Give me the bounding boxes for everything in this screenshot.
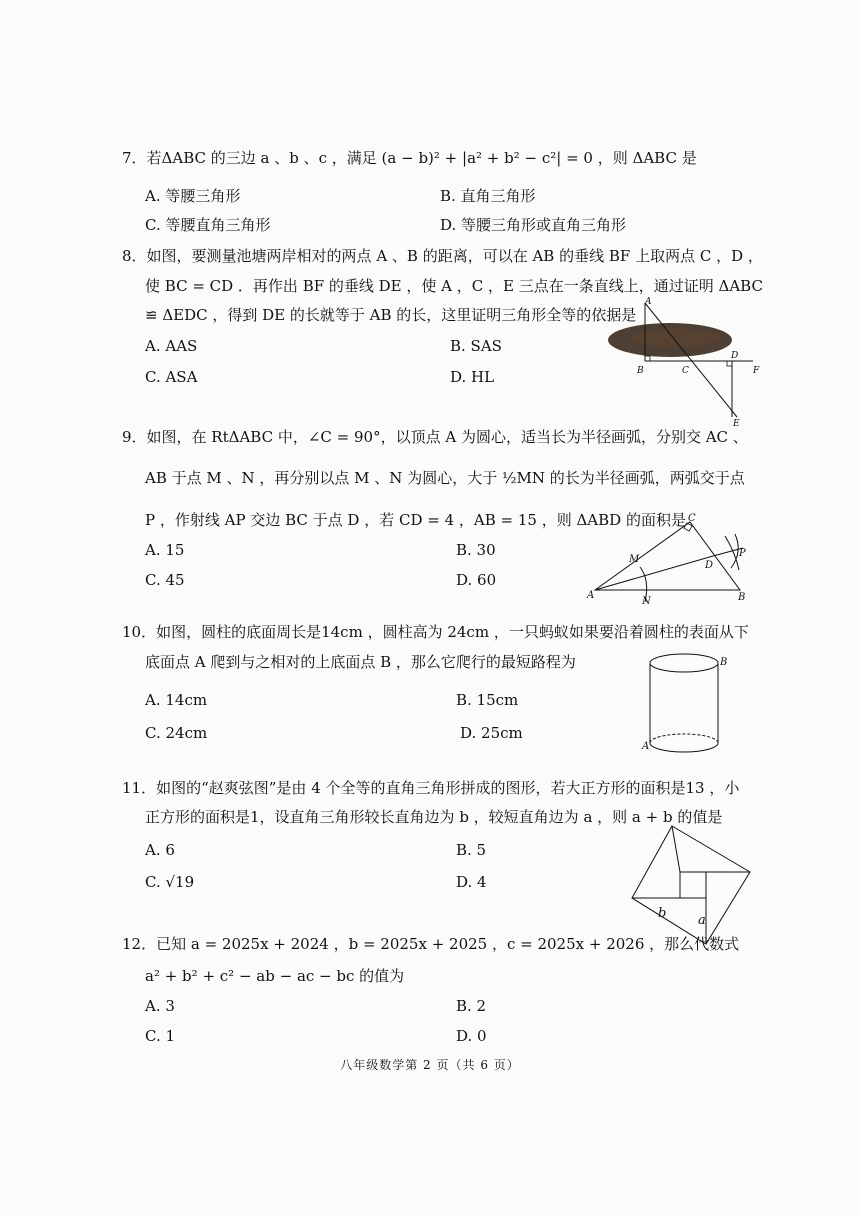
q8-line-3: ≌ ΔEDC ，得到 DE 的长就等于 AB 的长，这里证明三角形全等的依据是 bbox=[145, 306, 637, 324]
label-a: A bbox=[642, 741, 650, 752]
q10-option-a: A. 14cm bbox=[145, 691, 208, 709]
q10-line-1: 10．如图，圆柱的底面周长是14cm ，圆柱高为 24cm ，一只蚂蚁如果要沿着圆柱的表面从下 bbox=[122, 623, 749, 641]
q9-line-2: AB 于点 M 、N ，再分别以点 M 、N 为圆心，大于 ½MN 的长为半径画弧，两弧交于点 bbox=[145, 469, 745, 487]
ray-ap bbox=[595, 556, 713, 590]
q8-option-c: C. ASA bbox=[145, 368, 198, 386]
triangle-abc bbox=[595, 522, 740, 590]
label-a: A bbox=[645, 297, 652, 307]
label-b: B bbox=[720, 657, 728, 668]
label-b: B bbox=[738, 592, 746, 603]
q9-line-1: 9．如图，在 RtΔABC 中，∠C = 90°，以顶点 A 为圆心，适当长为半径画弧，分别交 AC 、 bbox=[122, 428, 748, 446]
q9-triangle-figure bbox=[585, 512, 760, 607]
q9-option-b: B. 30 bbox=[456, 541, 496, 559]
q9-option-a: A. 15 bbox=[145, 541, 185, 559]
label-f: F bbox=[753, 366, 760, 376]
q10-option-c: C. 24cm bbox=[145, 724, 208, 742]
label-e: E bbox=[733, 419, 740, 429]
q12-line-1: 12．已知 a = 2025x + 2024 ，b = 2025x + 2025 ，c = 2025x + 2026 ，那么代数式 bbox=[122, 935, 740, 953]
label-a: A bbox=[587, 590, 595, 601]
q12-option-d: D. 0 bbox=[456, 1027, 487, 1045]
q8-pond-figure bbox=[605, 295, 775, 430]
label-b: b bbox=[658, 906, 667, 921]
q7-stem: 7．若ΔABC 的三边 a 、b 、c ，满足 (a − b)² + |a² + b² − c²| = 0 ，则 ΔABC 是 bbox=[122, 149, 697, 167]
outer-square bbox=[632, 826, 750, 944]
q8-option-a: A. AAS bbox=[145, 337, 198, 355]
q8-option-b: B. SAS bbox=[450, 337, 502, 355]
label-d: D bbox=[705, 560, 714, 571]
q7-option-a: A. 等腰三角形 bbox=[145, 187, 241, 205]
label-n: N bbox=[642, 596, 651, 607]
label-a: a bbox=[698, 913, 706, 928]
q9-line-3: P ，作射线 AP 交边 BC 于点 D ，若 CD = 4 ，AB = 15 ，则 ΔABD 的面积是 bbox=[145, 511, 686, 529]
q11-line-1: 11．如图的“赵爽弦图”是由 4 个全等的直角三角形拼成的图形，若大正方形的面积是13 ，小 bbox=[122, 779, 740, 797]
q10-option-d: D. 25cm bbox=[460, 724, 523, 742]
q11-zhaoshuang-figure bbox=[628, 820, 756, 950]
q7-option-c: C. 等腰直角三角形 bbox=[145, 216, 271, 234]
q11-option-b: B. 5 bbox=[456, 841, 487, 859]
q9-option-c: C. 45 bbox=[145, 571, 185, 589]
q12-option-c: C. 1 bbox=[145, 1027, 176, 1045]
q12-option-a: A. 3 bbox=[145, 997, 175, 1015]
cylinder-bottom-back bbox=[650, 734, 718, 743]
q11-option-d: D. 4 bbox=[456, 873, 487, 891]
page-footer: 八年级数学第 2 页（共 6 页） bbox=[340, 1058, 520, 1072]
q10-option-b: B. 15cm bbox=[456, 691, 519, 709]
q9-option-d: D. 60 bbox=[456, 571, 497, 589]
label-b: B bbox=[637, 366, 644, 376]
label-c: C bbox=[682, 366, 689, 376]
label-d: D bbox=[731, 351, 739, 361]
cylinder-top bbox=[650, 654, 718, 672]
label-c: C bbox=[688, 513, 696, 524]
q8-line-1: 8．如图，要测量池塘两岸相对的两点 A 、B 的距离，可以在 AB 的垂线 BF 上取两点 C ，D ， bbox=[122, 247, 763, 265]
q10-line-2: 底面点 A 爬到与之相对的上底面点 B ，那么它爬行的最短路程为 bbox=[145, 653, 576, 671]
q12-option-b: B. 2 bbox=[456, 997, 487, 1015]
label-p: P bbox=[739, 548, 746, 559]
q7-option-b: B. 直角三角形 bbox=[440, 187, 536, 205]
inner-square bbox=[680, 872, 706, 898]
line-ae bbox=[645, 303, 737, 417]
q8-option-d: D. HL bbox=[450, 368, 495, 386]
label-m: M bbox=[629, 554, 640, 565]
q8-line-2: 使 BC = CD ．再作出 BF 的垂线 DE ，使 A ，C ，E 三点在一条直线上，通过证明 ΔABC bbox=[145, 277, 763, 295]
q11-option-a: A. 6 bbox=[145, 841, 175, 859]
q11-option-c: C. √19 bbox=[145, 873, 195, 891]
cylinder-bottom-front bbox=[650, 743, 718, 752]
q12-line-2: a² + b² + c² − ab − ac − bc 的值为 bbox=[145, 967, 405, 985]
q7-option-d: D. 等腰三角形或直角三角形 bbox=[440, 216, 627, 234]
q11-line-2: 正方形的面积是1，设直角三角形较长直角边为 b ，较短直角边为 a ，则 a + b 的值是 bbox=[145, 808, 723, 826]
q10-cylinder-figure bbox=[638, 645, 738, 760]
